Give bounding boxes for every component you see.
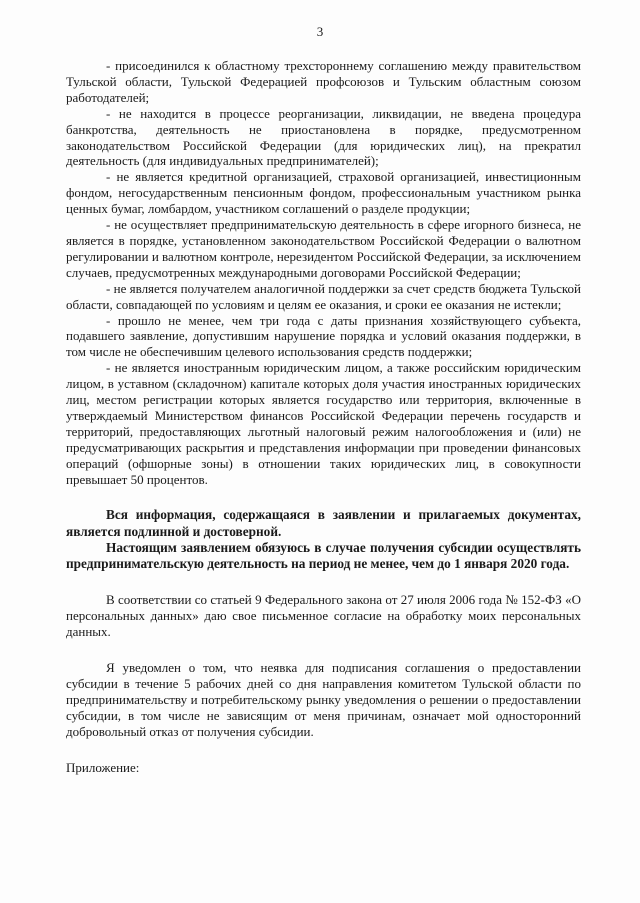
personal-data-consent: В соответствии со статьей 9 Федерального закона от 27 июля 2006 года № 152-ФЗ «О персональных данных» даю свое письменное согласие на обработку моих персональных данных. <box>66 592 581 640</box>
commitment-statement: Настоящим заявлением обязуюсь в случае получения субсидии осуществлять предпринимательскую деятельность на период не менее, чем до 1 января 2020 года. <box>66 539 581 572</box>
notice-paragraph: Я уведомлен о том, что неявка для подписания соглашения о предоставлении субсидии в течение 5 рабочих дней со дня направления комитетом Тульской области по предпринимательству и потребительскому рынку уведомления о решении о предоставлении субсидии, в том числе не зависящим от меня причинам, означает мой односторонний добровольный отказ от получения субсидии. <box>66 660 581 739</box>
page-number: 3 <box>316 24 324 39</box>
authenticity-statement: Вся информация, содержащаяся в заявлении и прилагаемых документах, является подлинной и достоверной. <box>66 507 581 539</box>
bullet-item: - не является получателем аналогичной поддержки за счет средств бюджета Тульской области, совпадающей по условиям и целям ее оказания, и сроки ее оказания не истекли; <box>66 280 581 312</box>
appendix-label: Приложение: <box>66 759 140 775</box>
bullet-item: - не находится в процессе реорганизации, ликвидации, не введена процедура банкротства, деятельность не приостановлена в порядке, предусмотренном законодательством Российской Федерации (для юридических лиц), на прекратил деятельность (для индивидуальных предпринимателей); <box>66 105 581 169</box>
bullet-item: - не осуществляет предпринимательскую деятельность в сфере игорного бизнеса, не является в порядке, установленном законодательством Российской Федерации о валютном регулировании и валютном контроле, нерезидентом Российской Федерации, за исключением случаев, предусмотренных международными договорами Российской Федерации; <box>66 217 581 280</box>
document-body <box>66 58 581 775</box>
bullet-item: - не является кредитной организацией, страховой организацией, инвестиционным фондом, негосударственным пенсионным фондом, профессиональным участником рынка ценных бумаг, ломбардом, участником соглашений о разделе продукции; <box>66 169 581 217</box>
bullet-item: - прошло не менее, чем три года с даты признания хозяйствующего субъекта, подавшего заявление, допустившим нарушение порядка и условий оказания поддержки, в том числе не обеспечившим целевого использования средств поддержки; <box>66 312 581 360</box>
bullet-item: - не является иностранным юридическим лицом, а также российским юридическим лицом, в уставном (складочном) капитале которых доля участия иностранных юридических лиц, местом регистрации которых является государство или территория, включенные в утверждаемый Министерством финансов Российской Федерации перечень государств и территорий, предоставляющих льготный налоговый режим налогообложения и (или) не предусматривающих раскрытия и представления информации при проведении финансовых операций (офшорные зоны) в отношении таких юридических лиц, в совокупности превышает 50 процентов. <box>66 360 581 487</box>
bullet-item: - присоединился к областному трехстороннему соглашению между правительством Тульской области, Тульской Федерацией профсоюзов и Тульским областным союзом работодателей; <box>66 58 581 105</box>
